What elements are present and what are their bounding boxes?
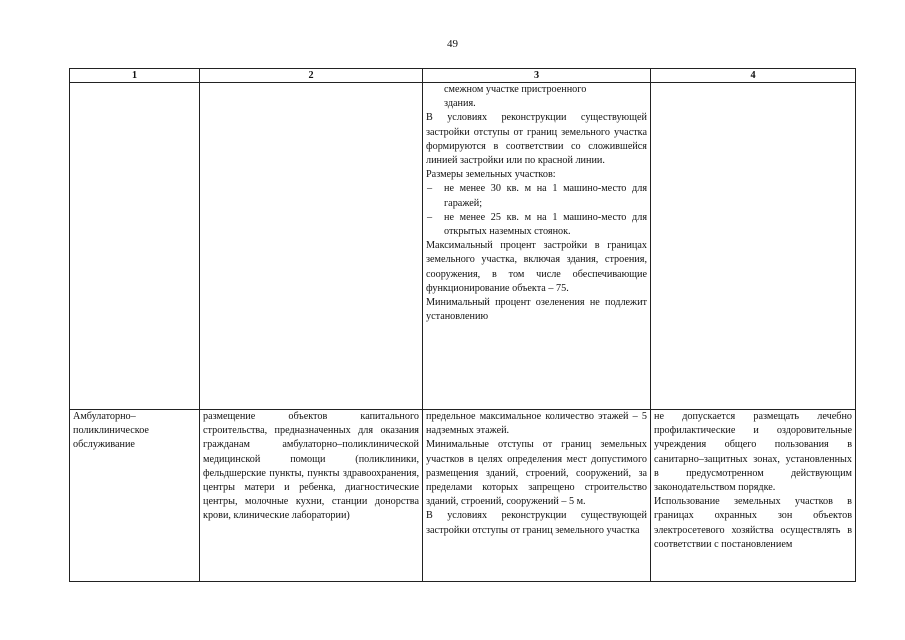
- continued-text-line-1: смежном участке пристроенного: [444, 84, 587, 95]
- max-floors-paragraph: предельное максимальное количество этажей – 5 надземных этажей.: [426, 411, 647, 437]
- garage-plot-size-text: не менее 30 кв. м на 1 машино-место для гаражей;: [444, 183, 647, 209]
- bullet-dash: –: [427, 211, 433, 223]
- column-header-4: 4: [651, 69, 856, 83]
- page-number: 49: [447, 38, 458, 50]
- parameters-cell: [423, 410, 651, 582]
- continued-text-line-2: здания.: [444, 98, 476, 110]
- power-grid-zone-paragraph: Использование земельных участков в границах охранных зон объектов электросетевого хозяйства осуществлять в соответствии с постановлением: [654, 496, 852, 550]
- column-header-1: 1: [70, 69, 200, 83]
- bullet-dash: –: [427, 183, 433, 195]
- min-greenery-percentage-paragraph: Минимальный процент озеленения не подлежит установлению: [426, 297, 647, 323]
- row1-col4-cell: [651, 83, 856, 410]
- row1-col3-cell: [423, 83, 651, 410]
- table-header-row: [70, 69, 856, 83]
- row1-col1-cell: [70, 83, 200, 410]
- row1-col2-cell: [200, 83, 423, 410]
- restrictions-cell: [651, 410, 856, 582]
- list-item: [426, 211, 647, 239]
- reconstruction-setback-paragraph: В условиях реконструкции существующей застройки отступы от границ земельного участка формируются в соответствии со сложившейся линией застройки или по красной линии.: [426, 112, 647, 167]
- min-setbacks-paragraph: Минимальные отступы от границ земельных участков в целях определения мест допустимого размещения зданий, строений, сооружений, за пределами которых запрещено строительство зданий, строений, сооружений – 5 м.: [426, 439, 647, 508]
- list-item: [426, 182, 647, 210]
- land-use-description-cell: размещение объектов капитального строительства, предназначенных для оказания гражданам амбулаторно–поликлинической медицинской помощи (поликлиники, фельдшерские пункты, пункты здравоохранения, центры матери и ребенка, диагностические центры, молочные кухни, станции донорства крови, клинические лаборатории): [200, 410, 423, 582]
- table-row: [70, 83, 856, 410]
- land-use-regulations-table: [69, 68, 856, 582]
- sanitary-zone-restriction-paragraph: не допускается размещать лечебно профилактические и оздоровительные учреждения общего пользования в санитарно–защитных зонах, установленных в предусмотренном действующим законодательством порядке.: [654, 411, 852, 494]
- column-header-2: 2: [200, 69, 423, 83]
- max-building-percentage-paragraph: Максимальный процент застройки в границах земельного участка, включая здания, строения, сооружения, в том числе обеспечивающие функционирование объекта – 75.: [426, 240, 647, 294]
- land-use-type-cell: Амбулаторно–поликлиническое обслуживание: [70, 410, 200, 582]
- plot-sizes-heading: Размеры земельных участков:: [426, 169, 556, 181]
- parking-plot-size-text: не менее 25 кв. м на 1 машино-место для открытых наземных стоянок.: [444, 211, 647, 238]
- table-row: [70, 410, 856, 582]
- reconstruction-setback-paragraph: В условиях реконструкции существующей застройки отступы от границ земельного участка: [426, 510, 647, 536]
- column-header-3: 3: [423, 69, 651, 83]
